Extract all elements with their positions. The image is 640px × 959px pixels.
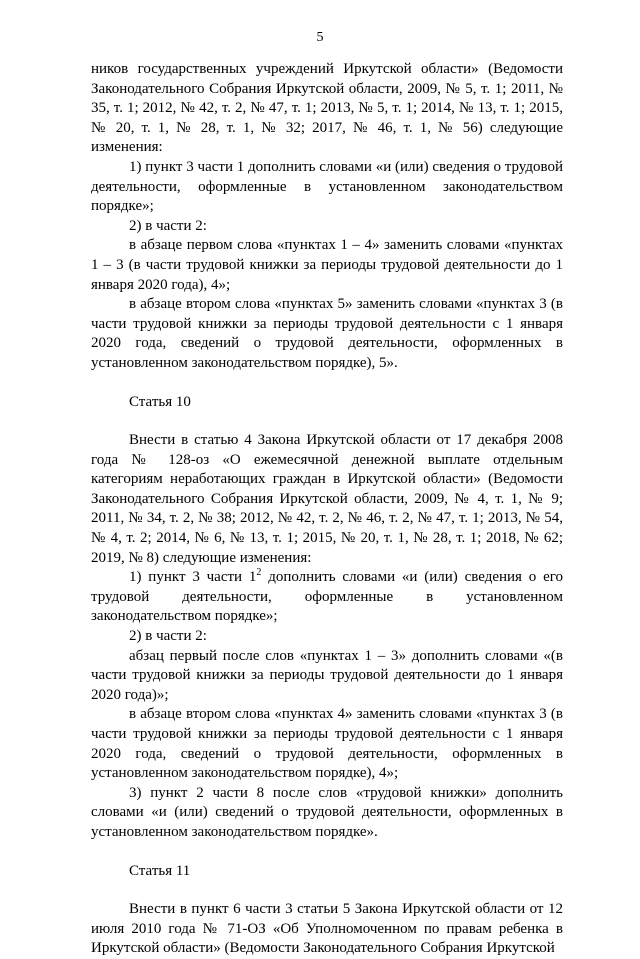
article-10-item1-before: 1) пункт 3 части 1 <box>129 569 257 586</box>
article-10-intro-paragraph: Внести в статью 4 Закона Иркутской области от 17 декабря 2008 года № 128-оз «О ежемесячной денежной выплате отдельным категориям неработающих граждан в Иркутской области» (Ведомости Законодательного Собрания Иркутской области, 2009, № 4, т. 1, № 9; 2011, № 34, т. 2, № 38; 2012, № 42, т. 2, № 46, т. 2, № 47, т. 1; 2013, № 54, № 4, т. 2; 2014, № 6, № 13, т. 1; 2015, № 20, т. 1, № 28, т. 1; 2018, № 62; 2019, № 8) следующие изменения: <box>91 432 563 566</box>
article-10-item1-superscript: 2 <box>256 567 262 579</box>
article-11-intro-paragraph: Внести в пункт 6 части 3 статьи 5 Закона Иркутской области от 12 июля 2010 года № 71-ОЗ «Об Уполномоченном по правам ребенка в Иркутской области» (Ведомости Законодательного Собрания Иркутской <box>91 901 563 957</box>
article-10-item1-paragraph <box>91 568 563 627</box>
article-10-item1-after: дополнить словами «и (или) сведения о его трудовой деятельности, оформленные в установленном законодательством порядке»; <box>91 569 564 625</box>
art9-item2-a-paragraph: в абзаце первом слова «пунктах 1 – 4» заменить словами «пунктах 1 – 3 (в части трудовой книжки за периоды трудовой деятельности до 1 января 2020 года), 4»; <box>91 237 563 293</box>
article-11-heading: Статья 11 <box>129 862 191 879</box>
page-number: 5 <box>316 30 324 45</box>
article-10-item2-b-paragraph: в абзаце втором слова «пунктах 4» заменить словами «пунктах 3 (в части трудовой книжки за периоды трудовой деятельности с 1 января 2020 года, сведений о трудовой деятельности, оформленных в установленном законодательством порядке), 4»; <box>91 706 563 782</box>
article-10-heading: Статья 10 <box>129 393 191 410</box>
article-10-item3-paragraph: 3) пункт 2 части 8 после слов «трудовой книжки» дополнить словами «и (или) сведений о трудовой деятельности, оформленных в установленном законодательством порядке». <box>91 784 563 840</box>
intro-continuation-paragraph: ников государственных учреждений Иркутской области» (Ведомости Законодательного Собрания Иркутской области, 2009, № 5, т. 1; 2011, № 35, т. 1; 2012, № 42, т. 2, № 47, т. 1; 2013, № 5, т. 1; 2014, № 13, т. 1; 2015, № 20, т. 1, № 28, т. 1, № 32; 2017, № 46, т. 1, № 56) следующие изменения: <box>91 61 563 156</box>
document-body <box>91 60 563 959</box>
art9-item2-paragraph: 2) в части 2: <box>129 217 207 234</box>
article-10-item2-a-paragraph: абзац первый после слов «пунктах 1 – 3» дополнить словами «(в части трудовой книжки за периоды трудовой деятельности до 1 января 2020 года)»; <box>91 647 563 703</box>
art9-item2-b-paragraph: в абзаце втором слова «пунктах 5» заменить словами «пунктах 3 (в части трудовой книжки за периоды трудовой деятельности с 1 января 2020 года, сведений о трудовой деятельности, оформленных в установленном законодательством порядке), 5». <box>91 296 563 371</box>
article-10-item2-paragraph: 2) в части 2: <box>129 628 207 645</box>
art9-item1-paragraph: 1) пункт 3 части 1 дополнить словами «и (или) сведения о трудовой деятельности, оформленные в установленном законодательством порядке»; <box>91 158 563 215</box>
